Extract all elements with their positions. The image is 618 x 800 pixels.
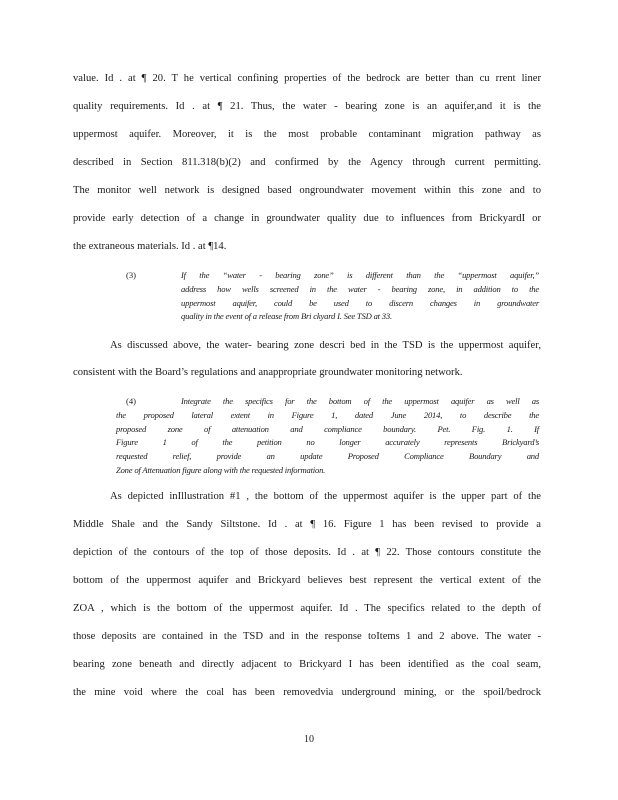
question-line: Zone of Attenuation figure along with the requested information.: [116, 465, 326, 475]
text-line: quality requirements. Id . at ¶ 21. Thus, the water - bearing zone is an aquifer,and it is the: [73, 101, 541, 112]
page-number: 10: [304, 734, 314, 745]
text-line: uppermost aquifer. Moreover, it is the most probable contaminant migration pathway as: [73, 129, 541, 140]
text-line: consistent with the Board’s regulations and anappropriate groundwater monitoring network.: [73, 367, 463, 378]
text-line: As discussed above, the water- bearing zone descri bed in the TSD is the uppermost aquifer,: [110, 340, 541, 351]
question-line: uppermost aquifer, could be used to discern changes in groundwater: [181, 298, 539, 308]
text-line: the extraneous materials. Id . at ¶14.: [73, 241, 227, 252]
text-line: depiction of the contours of the top of those deposits. Id . at ¶ 22. Those contours constitute the: [73, 547, 541, 558]
text-line: ZOA , which is the bottom of the uppermost aquifer. Id . The specifics related to the depth of: [73, 603, 541, 614]
text-line: Middle Shale and the Sandy Siltstone. Id . at ¶ 16. Figure 1 has been revised to provide a: [73, 519, 541, 530]
text-line: As depicted inIllustration #1 , the bottom of the uppermost aquifer is the upper part of the: [110, 491, 541, 502]
question-number: (4): [126, 396, 137, 406]
question-line: requested relief, provide an update Proposed Compliance Boundary and: [116, 451, 539, 461]
text-line: value. Id . at ¶ 20. T he vertical confining properties of the bedrock are better than cu rrent liner: [73, 73, 541, 84]
question-number: (3): [126, 270, 137, 280]
text-line: the mine void where the coal has been removedvia underground mining, or the spoil/bedrock: [73, 687, 541, 698]
text-line: provide early detection of a change in groundwater quality due to influences from BrickyardI or: [73, 213, 541, 224]
question-line: quality in the event of a release from Bri ckyard I. See TSD at 33.: [181, 311, 392, 321]
question-line: proposed zone of attenuation and compliance boundary. Pet. Fig. 1. If: [116, 424, 539, 434]
question-line: Figure 1 of the petition no longer accurately represents Brickyard’s: [116, 437, 539, 447]
text-line: bottom of the uppermost aquifer and Brickyard believes best represent the vertical extent of the: [73, 575, 541, 586]
question-line: If the “water - bearing zone” is different than the “uppermost aquifer,”: [181, 270, 539, 280]
text-line: bearing zone beneath and directly adjacent to Brickyard I has been identified as the coal seam,: [73, 659, 541, 670]
question-line: address how wells screened in the water - bearing zone, in addition to the: [181, 284, 539, 294]
question-line: Integrate the specifics for the bottom of the uppermost aquifer as well as: [181, 396, 539, 406]
text-line: The monitor well network is designed based ongroundwater movement within this zone and to: [73, 185, 541, 196]
text-line: those deposits are contained in the TSD and in the response toItems 1 and 2 above. The water -: [73, 631, 541, 642]
question-line: the proposed lateral extent in Figure 1, dated June 2014, to describe the: [116, 410, 539, 420]
text-line: described in Section 811.318(b)(2) and confirmed by the Agency through current permitting.: [73, 157, 541, 168]
